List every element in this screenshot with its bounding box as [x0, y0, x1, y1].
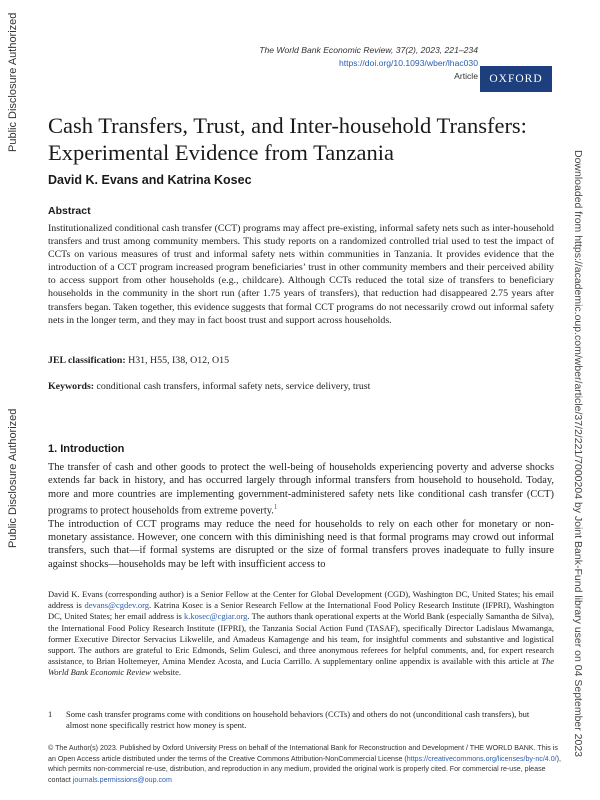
copyright-part: © The Author(s) 2023. Published by Oxford University Press on behalf of the International Bank for Reconstruction and Development / THE WORLD BANK. This is an Open Access article distributed under the terms of the Creative Commons Attribution-NonCommercial License ( — [48, 744, 558, 763]
keywords-value: conditional cash transfers, informal safety nets, service delivery, trust — [96, 381, 371, 392]
author-note — [48, 589, 554, 679]
footnote-number: 1 — [48, 709, 53, 719]
permissions-email-link[interactable]: journals.permissions@oup.com — [72, 775, 172, 784]
introduction-text — [48, 461, 554, 571]
intro-paragraph-2: The introduction of CCT programs may reduce the need for households to rely on each other for monetary or non-monetary assistance. However, one concern with this diminishing need is that formal programs may crowd out informal transfers, such that—if formal systems are disrupted or the size of formal transfers proves inadequate to fully insure against shocks—households may be left with insufficient access to — [48, 518, 554, 570]
disclosure-label-top: Public Disclosure Authorized — [7, 12, 19, 152]
author-note-part: . The authors thank operational experts at the World Bank (especially Samantha de Silva), the International Food Policy Research Institute (IFPRI), the Tanzania Social Action Fund (TASAF), specifically Director Ladislaus Mwamanga, former Executive Director Servacius Likwelile, and Amadeus Kamagenge and his team, for insightful comments and substantive and logistical support. The authors are grateful to Eric Edmonds, Selim Gulesci, and three anonymous referees for helpful comments, and, for expert research assistance, to Brian Holtemeyer, Amina Mendez Acosta, and Lucia Carrillo. A supplementary online appendix is available with this article at — [48, 611, 554, 667]
copyright-part: ), which permits non-commercial re-use, distribution, and reproduction in any medium, provided the original work is properly cited. For commercial re-use, please contact — [48, 754, 561, 784]
doi-link[interactable]: https://doi.org/10.1093/wber/lhac030 — [338, 58, 478, 68]
authors: David K. Evans and Katrina Kosec — [48, 173, 252, 187]
download-notice: Downloaded from https://academic.oup.com/wber/article/37/2/221/7000204 by Joint Bank-Fund library user on 04 September 2023 — [572, 150, 584, 758]
author-note-part: . Katrina Kosec is a Senior Research Fellow at the International Food Policy Research Institute (IFPRI), Washington DC, United States; her email address is — [48, 600, 554, 622]
license-link[interactable]: https://creativecommons.org/licenses/by-nc/4.0/ — [406, 754, 557, 763]
keywords — [48, 381, 370, 392]
right-margin — [568, 0, 596, 800]
copyright-notice — [48, 743, 563, 785]
author-note-part: David K. Evans (corresponding author) is a Senior Fellow at the Center for Global Development (CGD), Washington DC, United States; his email address is — [48, 589, 554, 611]
article-title: Cash Transfers, Trust, and Inter-household Transfers: Experimental Evidence from Tanzania — [48, 113, 527, 165]
jel-value: H31, H55, I38, O12, O15 — [128, 355, 230, 366]
abstract-text: Institutionalized conditional cash transfer (CCT) programs may affect pre-existing, informal safety nets such as inter-household transfers and trust among community members. This study reports on a randomized controlled trial used to test the impact of CCTs on various measures of trust and informal safety nets within communities in Tanzania. It provides evidence that the introduction of a CCT program increased program beneficiaries’ trust in other community members and their perceived ability to access support from other households (e.g., childcare). Although CCTs reduced the total size of transfers to beneficiary households in the community in the short run (after 1.75 years of transfers), that reduction had disappeared 2.75 years after transfers began. Taken together, this evidence suggests that formal CCT programs do not necessarily crowd out informal safety nets in the longer term, and they may in fact boost trust and support across households. — [48, 223, 554, 326]
jel-label: JEL classification: — [48, 355, 126, 366]
journal-citation: The World Bank Economic Review, 37(2), 2023, 221–234 — [259, 45, 478, 55]
keywords-label: Keywords: — [48, 381, 95, 392]
oxford-logo: OXFORD — [480, 66, 552, 92]
article-type: Article — [454, 71, 478, 81]
journal-name-italic: The World Bank Economic Review — [48, 656, 554, 678]
abstract-heading: Abstract — [48, 205, 91, 217]
email-link-evans[interactable]: devans@cgdev.org — [84, 600, 149, 611]
article-header — [259, 44, 478, 83]
footnote-text: Some cash transfer programs come with conditions on household behaviors (CCTs) and others do not (unconditional cash transfers), but almost none specifically restrict how money is spent. — [66, 709, 530, 730]
author-note-part: website. — [150, 667, 182, 678]
email-link-kosec[interactable]: k.kosec@cgiar.org — [184, 611, 248, 622]
section-heading-introduction: 1. Introduction — [48, 443, 125, 455]
footnote-ref-1[interactable]: 1 — [273, 502, 278, 511]
intro-paragraph-1: The transfer of cash and other goods to protect the well-being of households experiencing poverty and adverse shocks extends far back in history, and has occurred largely through informal transfers from household to household. Today, more and more countries are implementing government-administered safety nets like conditional cash transfer (CCT) programs to protect households from extreme poverty. — [48, 462, 554, 517]
disclosure-label-bottom: Public Disclosure Authorized — [7, 408, 19, 548]
footnote-1 — [48, 709, 554, 731]
jel-classification — [48, 355, 229, 366]
left-margin — [4, 0, 20, 800]
